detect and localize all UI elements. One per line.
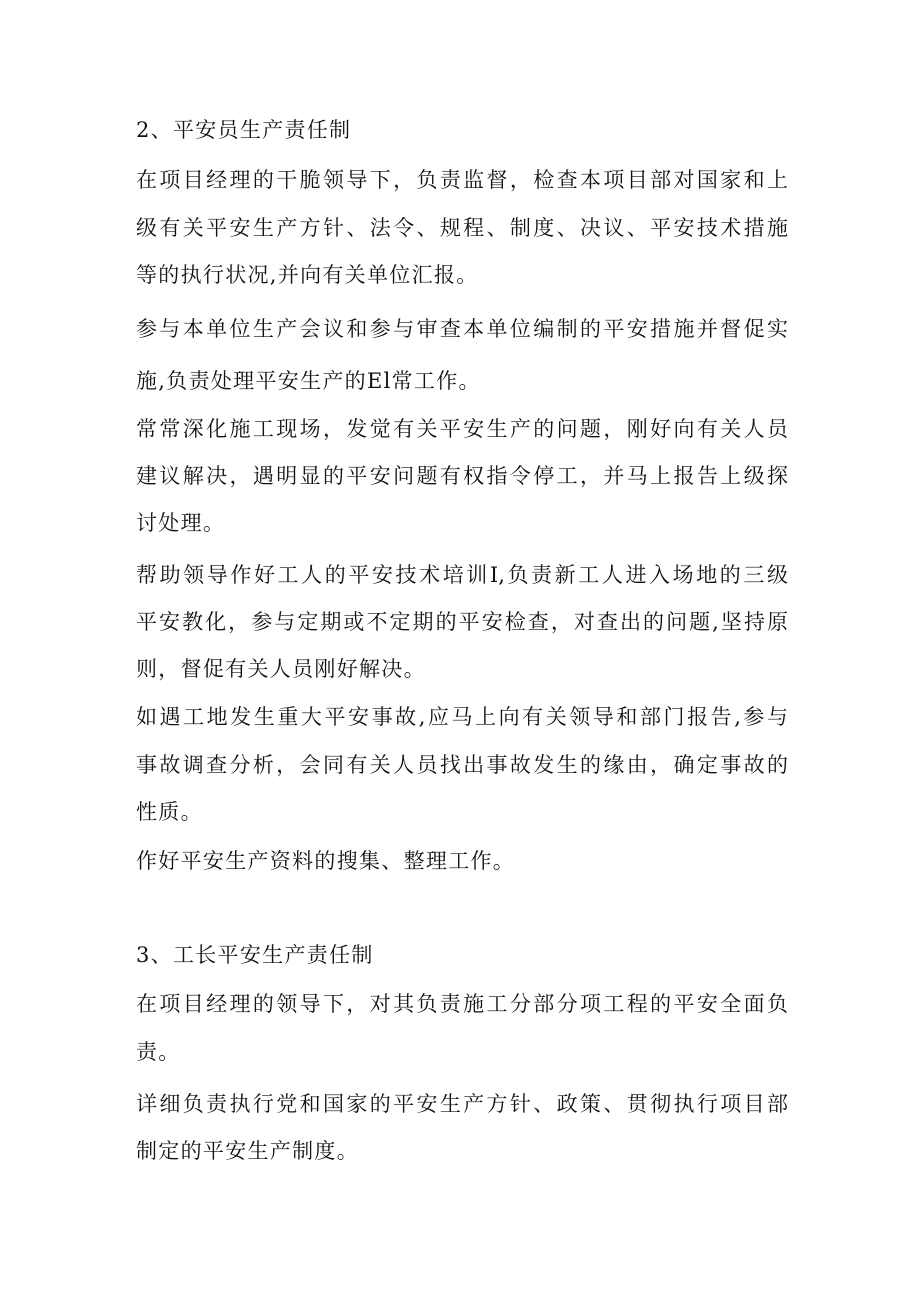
paragraph-line: 事故调查分析，会同有关人员找出事故发生的缘由，确定事故的 xyxy=(136,753,788,777)
paragraph-line: 参与本单位生产会议和参与审查本单位编制的平安措施并督促实 xyxy=(136,317,788,341)
paragraph-line: 帮助领导作好工人的平安技术培训I,负责新工人进入场地的三级 xyxy=(136,563,788,587)
paragraph-line: 讨处理。 xyxy=(136,511,226,535)
paragraph-line: 平安教化，参与定期或不定期的平安检查，对查出的问题,坚持原 xyxy=(136,610,788,634)
section-2-heading: 2、平安员生产责任制 xyxy=(136,118,352,142)
paragraph-line: 等的执行状况,并向有关单位汇报。 xyxy=(136,263,479,287)
paragraph-line: 级有关平安生产方针、法令、规程、制度、决议、平安技术措施 xyxy=(136,216,788,240)
paragraph-line: 详细负责执行党和国家的平安生产方针、政策、贯彻执行项目部 xyxy=(136,1092,788,1116)
paragraph-line: 如遇工地发生重大平安事故,应马上向有关领导和部门报告,参与 xyxy=(136,705,788,729)
paragraph-line: 责。 xyxy=(136,1040,181,1064)
paragraph-line: 制定的平安生产制度。 xyxy=(136,1139,359,1163)
paragraph-line: 施,负责处理平安生产的El常工作。 xyxy=(136,369,481,393)
section-3-heading: 3、工长平安生产责任制 xyxy=(136,943,374,967)
paragraph-line: 在项目经理的干脆领导下，负责监督，检查本项目部对国家和上 xyxy=(136,168,788,192)
paragraph-line: 性质。 xyxy=(136,800,203,824)
paragraph-line: 在项目经理的领导下，对其负责施工分部分项工程的平安全面负 xyxy=(136,992,788,1016)
paragraph-line: 常常深化施工现场，发觉有关平安生产的问题，刚好向有关人员 xyxy=(136,417,788,441)
paragraph-line: 建议解决，遇明显的平安问题有权指令停工，并马上报告上级探 xyxy=(136,464,788,488)
paragraph-line: 作好平安生产资料的搜集、整理工作。 xyxy=(136,849,516,873)
paragraph-line: 则，督促有关人员刚好解决。 xyxy=(136,657,426,681)
